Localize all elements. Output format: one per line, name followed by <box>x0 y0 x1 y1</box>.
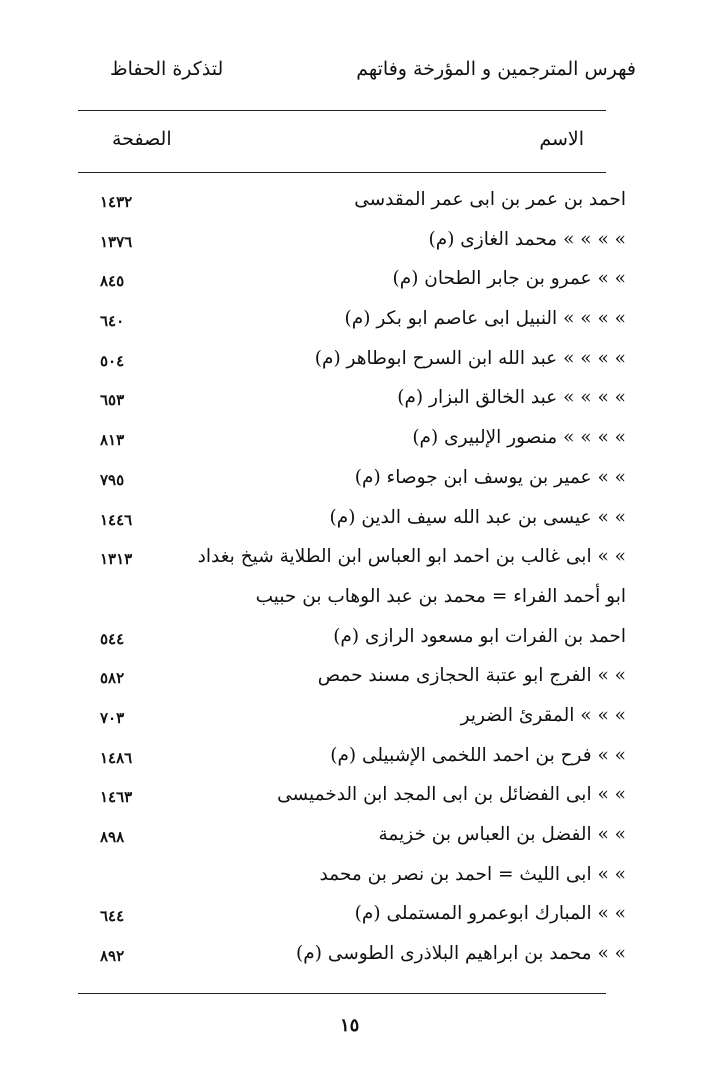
entry-page: ١٤٤٦ <box>100 510 133 529</box>
entry-name: » » » » عبد الخالق البزار (م) <box>397 387 626 409</box>
table-row <box>0 858 724 898</box>
entry-name: » » » المقرئ الضرير <box>460 704 626 726</box>
table-row <box>0 183 724 223</box>
entry-page: ٨٤٥ <box>100 272 125 291</box>
entry-page: ١٤٣٢ <box>100 193 133 211</box>
table-row <box>0 302 724 342</box>
top-rule <box>78 110 606 111</box>
entry-name: » » المبارك ابوعمرو المستملى (م) <box>354 903 626 925</box>
bottom-rule <box>78 993 606 994</box>
entry-page: ٦٤٤ <box>100 907 125 926</box>
entry-name: ابو أحمد الفراء = محمد بن عبد الوهاب بن حبيب <box>255 585 626 607</box>
entry-page: ١٣١٣ <box>100 550 133 569</box>
entry-page: ٦٥٣ <box>100 391 125 410</box>
table-row <box>0 540 724 580</box>
entry-page: ٥٠٤ <box>100 351 125 370</box>
entry-name: » » » » محمد الغازى (م) <box>428 228 626 250</box>
column-header-page: الصفحة <box>112 128 172 150</box>
entry-name: » » الفضل بن العباس بن خزيمة <box>378 824 626 845</box>
table-row <box>0 580 724 620</box>
entry-page: ١٤٦٣ <box>100 788 133 807</box>
entry-page: ١٣٧٦ <box>100 232 133 251</box>
entry-page: ١٤٨٦ <box>100 748 133 767</box>
table-row <box>0 778 724 818</box>
table-row <box>0 937 724 977</box>
entry-name: » » عمير بن يوسف ابن جوصاء (م) <box>354 466 626 488</box>
table-row <box>0 342 724 382</box>
table-row <box>0 620 724 660</box>
entry-name: » » عمرو بن جابر الطحان (م) <box>392 268 626 290</box>
entry-page: ٨٩٢ <box>100 947 125 966</box>
running-head-title: فهرس المترجمين و المؤرخة وفاتهم <box>356 58 636 80</box>
entry-name: » » ابى غالب بن احمد ابو العباس ابن الطلاية شيخ بغداد <box>197 546 626 568</box>
table-row <box>0 501 724 541</box>
entry-name: » » » » منصور الإلبيرى (م) <box>412 427 626 449</box>
entry-page: ٦٤٠ <box>100 312 125 331</box>
entry-name: » » » » النبيل ابى عاصم ابو بكر (م) <box>344 308 626 330</box>
page-number: ١٥ <box>340 1015 360 1036</box>
entry-name: » » عيسى بن عبد الله سيف الدين (م) <box>329 506 626 528</box>
table-row <box>0 461 724 501</box>
entry-name: » » فرح بن احمد اللخمى الإشبيلى (م) <box>330 744 626 766</box>
entry-page: ٥٤٤ <box>100 629 125 648</box>
running-head-book: لتذكرة الحفاظ <box>110 58 224 80</box>
entry-name: » » » » عبد الله ابن السرح ابوطاهر (م) <box>314 347 626 369</box>
entry-name: احمد بن الفرات ابو مسعود الرازى (م) <box>333 625 626 647</box>
table-row <box>0 818 724 858</box>
entry-page: ٨١٣ <box>100 431 125 450</box>
index-table <box>0 183 724 977</box>
table-row <box>0 699 724 739</box>
table-row <box>0 897 724 937</box>
table-row <box>0 421 724 461</box>
table-row <box>0 739 724 779</box>
entry-name: » » ابى الفضائل بن ابى المجد ابن الدخميسى <box>277 784 626 806</box>
table-row <box>0 262 724 302</box>
entry-name: » » محمد بن ابراهيم البلاذرى الطوسى (م) <box>296 943 626 965</box>
column-header-name: الاسم <box>539 128 584 150</box>
entry-name: » » الفرج ابو عتبة الحجازى مسند حمص <box>317 665 626 687</box>
table-row <box>0 381 724 421</box>
entry-name: » » ابى الليث = احمد بن نصر بن محمد <box>319 863 626 885</box>
entry-page: ٨٩٨ <box>100 828 125 846</box>
entry-page: ٧٠٣ <box>100 708 125 727</box>
entry-page: ٧٩٥ <box>100 470 125 489</box>
entry-page: ٥٨٢ <box>100 669 125 688</box>
entry-name: احمد بن عمر بن ابى عمر المقدسى <box>354 189 626 210</box>
table-row <box>0 223 724 263</box>
table-row <box>0 659 724 699</box>
header-rule <box>78 172 606 173</box>
